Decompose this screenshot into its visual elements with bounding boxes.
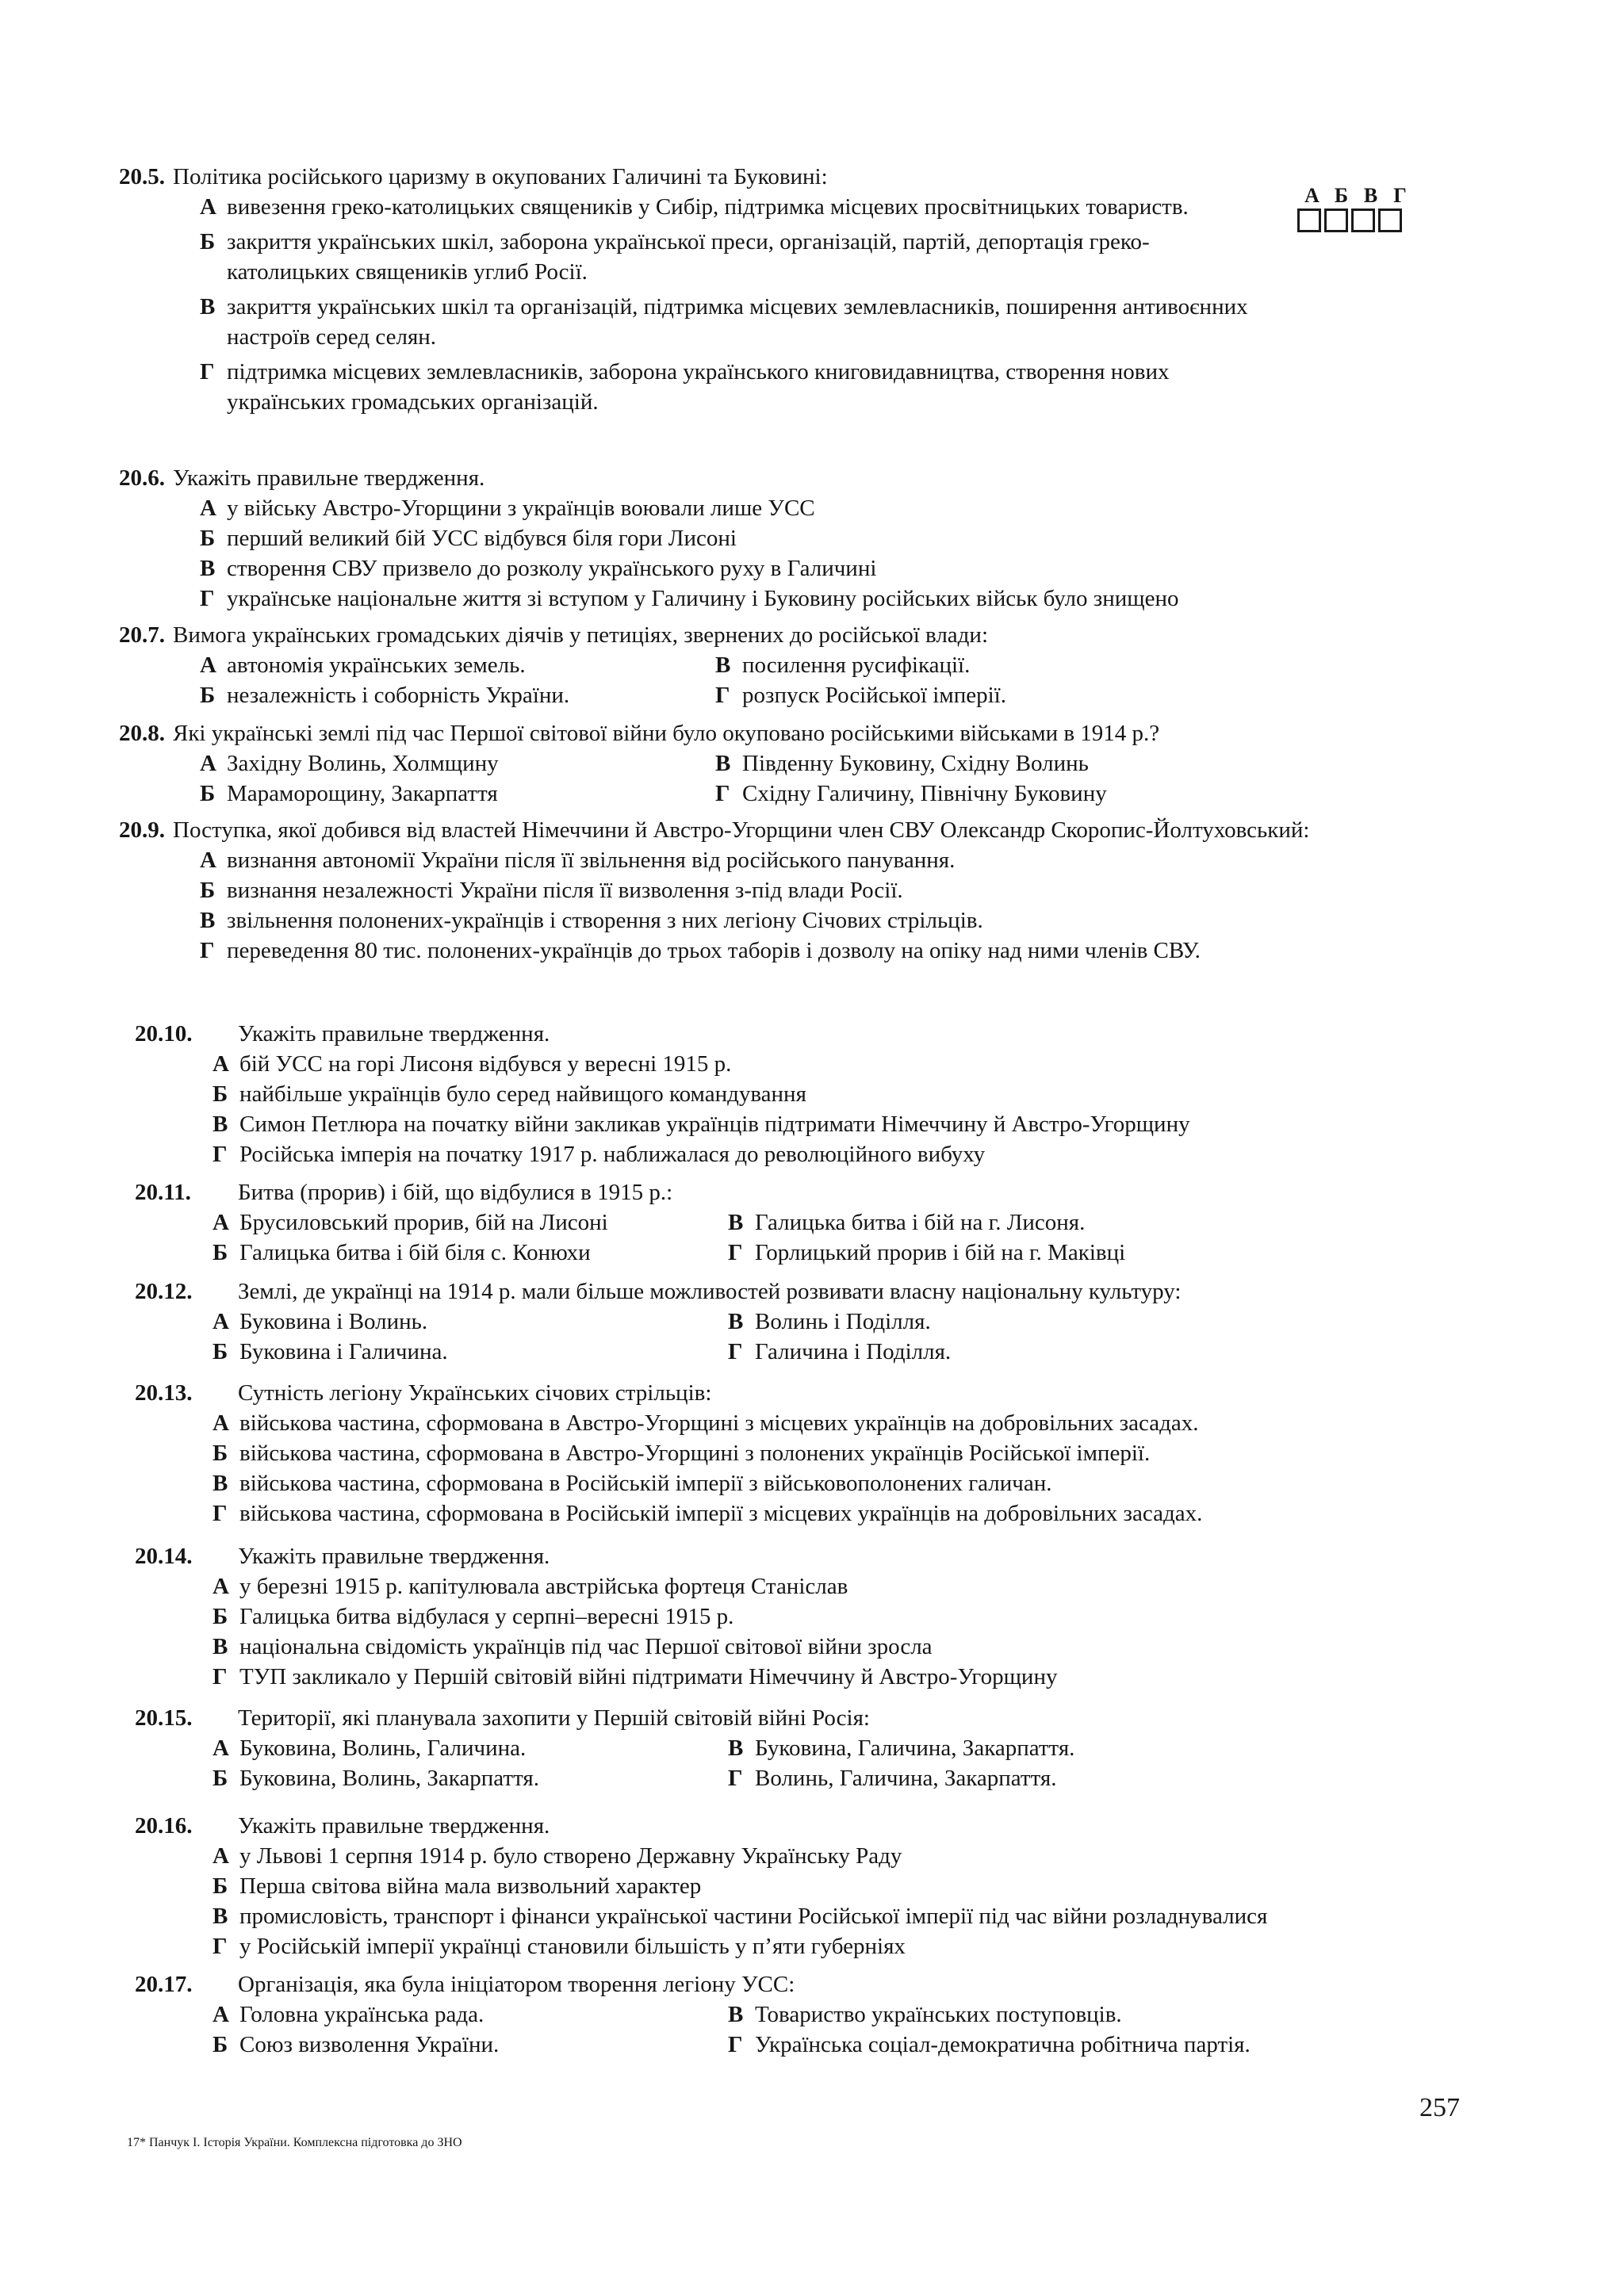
option-text: військова частина, сформована в Австро-Угорщині з місцевих українців на добровільних засадах. [239, 1410, 1199, 1436]
answer-key-letter: В [1363, 184, 1378, 207]
page-number: 257 [1419, 2093, 1460, 2122]
question-20-6 [119, 463, 1467, 614]
answer-option [200, 748, 715, 779]
option-text: у березні 1915 р. капітулювала австрійська фортеця Станіслав [239, 1574, 848, 1599]
option-letter: Б [213, 1604, 228, 1629]
question-text: Укажіть правильне твердження. [238, 1813, 550, 1839]
option-text: Буковина і Волинь. [239, 1309, 428, 1334]
option-text: посилення русифікації. [742, 652, 971, 678]
option-text: Галицька битва і бій на г. Лисоня. [755, 1210, 1086, 1235]
option-text: у Російській імперії українці становили більшість у п’яти губерніях [239, 1934, 906, 1959]
option-letter: В [715, 652, 731, 678]
answer-option [213, 1079, 1467, 1109]
answer-key-letter: Б [1334, 184, 1349, 207]
answer-option [728, 1207, 1331, 1238]
option-text: Східну Галичину, Північну Буковину [742, 781, 1107, 806]
question-text: Території, які планувала захопити у Першій світовій війні Росія: [238, 1705, 870, 1731]
answer-option [213, 1662, 1467, 1692]
answer-option [213, 1931, 1467, 1961]
option-letter: Г [715, 781, 730, 806]
answer-option [213, 1901, 1467, 1931]
option-letter: А [200, 194, 216, 220]
answer-option [213, 1307, 728, 1337]
option-text: Перша світова війна мала визвольний характер [239, 1873, 702, 1899]
answer-option [213, 1571, 1467, 1601]
answer-option [213, 1468, 1467, 1498]
option-letter: Г [213, 1142, 228, 1167]
option-letter: В [200, 556, 216, 581]
option-letter: Б [200, 526, 216, 551]
answer-option [728, 1999, 1331, 2030]
answer-option [200, 523, 1467, 553]
option-text: Волинь і Поділля. [755, 1309, 931, 1334]
answer-option [213, 1763, 728, 1793]
question-number: 20.13. [135, 1380, 193, 1406]
question-20-11 [119, 1177, 1467, 1268]
answer-option [213, 2030, 728, 2060]
option-text: Українська соціал-демократична робітнича партія. [755, 2032, 1251, 2057]
option-text: закриття українських шкіл, заборона української преси, організацій, партій, депортація греко-католицьких священиків углиб Росії. [227, 229, 1150, 285]
option-letter: А [200, 652, 216, 678]
answer-option [200, 357, 1254, 417]
option-text: Буковина і Галичина. [239, 1339, 448, 1364]
answer-option [728, 1307, 1331, 1337]
question-text: Які українські землі під час Першої світової війни було окуповано російськими військами в 1914 р.? [173, 721, 1160, 746]
option-letter: А [213, 1210, 229, 1235]
option-letter: В [200, 294, 216, 320]
answer-option [200, 650, 715, 680]
option-letter: Г [728, 1240, 743, 1265]
answer-option [213, 1408, 1467, 1438]
answer-option [728, 1238, 1331, 1268]
page-footer: 17* Панчук І. Історія України. Комплексна підготовка до ЗНО [127, 2136, 462, 2149]
option-text: звільнення полонених-українців і створення з них легіону Січових стрільців. [227, 908, 983, 933]
answer-option [213, 1733, 728, 1763]
option-letter: А [213, 1735, 229, 1761]
question-20-10 [119, 1019, 1467, 1169]
answer-key-letter: Г [1393, 184, 1407, 207]
question-text: Землі, де українці на 1914 р. мали більше можливостей розвивати власну національну культуру: [238, 1279, 1182, 1304]
question-20-17 [119, 1969, 1467, 2060]
option-letter: В [728, 2002, 744, 2027]
question-text: Політика російського царизму в окупованих Галичині та Буковині: [173, 164, 828, 189]
option-letter: Г [715, 683, 730, 708]
option-text: Союз визволення України. [239, 2032, 500, 2057]
option-text: Мараморощину, Закарпаття [227, 781, 498, 806]
answer-option [213, 1498, 1467, 1529]
question-number: 20.6. [119, 465, 165, 491]
question-number: 20.5. [119, 164, 165, 189]
option-letter: В [213, 1634, 228, 1659]
option-letter: Б [213, 2032, 228, 2057]
option-text: Симон Петлюра на початку війни закликав українців підтримати Німеччину й Австро-Угорщину [239, 1112, 1190, 1137]
answer-option [728, 2030, 1331, 2060]
option-text: Волинь, Галичина, Закарпаття. [755, 1766, 1057, 1791]
option-letter: В [728, 1309, 744, 1334]
option-text: військова частина, сформована в Російській імперії з місцевих українців на добровільних засадах. [239, 1501, 1203, 1526]
option-letter: Б [213, 1766, 228, 1791]
option-text: Головна українська рада. [239, 2002, 485, 2027]
option-text: Галицька битва відбулася у серпні–вересні 1915 р. [239, 1604, 734, 1629]
answer-option [213, 1999, 728, 2030]
option-text: Брусиловський прорив, бій на Лисоні [239, 1210, 608, 1235]
option-letter: В [715, 751, 731, 776]
option-letter: В [728, 1210, 744, 1235]
option-text: Буковина, Волинь, Закарпаття. [239, 1766, 539, 1791]
option-letter: Б [213, 1081, 228, 1107]
option-letter: Б [213, 1240, 228, 1265]
option-letter: В [213, 1112, 228, 1137]
question-text: Укажіть правильне твердження. [173, 465, 485, 491]
option-letter: В [200, 908, 216, 933]
answer-option [200, 292, 1254, 352]
option-text: вивезення греко-католицьких священиків у Сибір, підтримка місцевих просвітницьких товариств. [227, 194, 1189, 220]
option-letter: А [213, 1574, 229, 1599]
question-number: 20.12. [135, 1279, 193, 1304]
option-letter: А [213, 2002, 229, 2027]
option-letter: В [728, 1735, 744, 1761]
answer-key-letter: А [1304, 184, 1320, 207]
answer-option [213, 1601, 1467, 1632]
option-letter: Г [728, 1339, 743, 1364]
option-letter: Г [213, 1501, 228, 1526]
option-text: створення СВУ призвело до розколу українського руху в Галичині [227, 556, 877, 581]
answer-option [715, 680, 1318, 710]
option-letter: Г [728, 1766, 743, 1791]
option-letter: А [213, 1309, 229, 1334]
option-letter: Б [200, 878, 216, 903]
answer-option [200, 227, 1254, 287]
option-text: Російська імперія на початку 1917 р. наближалася до революційного вибуху [239, 1142, 986, 1167]
question-20-12 [119, 1276, 1467, 1367]
option-letter: А [213, 1051, 229, 1077]
answer-option [213, 1238, 728, 1268]
option-text: у війську Австро-Угорщини з українців воювали лише УСС [227, 496, 815, 521]
answer-option [200, 875, 1467, 905]
answer-option [200, 680, 715, 710]
answer-option [200, 493, 1467, 523]
option-letter: А [213, 1843, 229, 1869]
answer-option [213, 1109, 1467, 1139]
option-letter: Г [213, 1934, 228, 1959]
question-number: 20.8. [119, 721, 165, 746]
option-letter: Б [213, 1339, 228, 1364]
option-text: найбільше українців було серед найвищого командування [239, 1081, 806, 1107]
option-letter: В [213, 1904, 228, 1929]
answer-option [213, 1871, 1467, 1901]
option-text: промисловість, транспорт і фінанси української частини Російської імперії під час війни розладнувалися [239, 1904, 1268, 1929]
option-text: Галицька битва і бій біля с. Конюхи [239, 1240, 591, 1265]
question-number: 20.7. [119, 622, 165, 648]
option-text: національна свідомість українців під час Першої світової війни зросла [239, 1634, 933, 1659]
question-number: 20.15. [135, 1705, 193, 1731]
question-20-7 [119, 620, 1467, 710]
option-text: військова частина, сформована в Російській імперії з військовополонених галичан. [239, 1471, 1052, 1496]
option-text: незалежність і соборність України. [227, 683, 570, 708]
option-letter: А [200, 848, 216, 873]
option-text: переведення 80 тис. полонених-українців до трьох таборів і дозволу на опіку над ними членів СВУ. [227, 938, 1201, 963]
question-number: 20.10. [135, 1021, 193, 1047]
option-text: Горлицький прорив і бій на г. Маківці [755, 1240, 1126, 1265]
option-text: перший великий бій УСС відбувся біля гори Лисоні [227, 526, 737, 551]
question-text: Поступка, якої добився від властей Німеччини й Австро-Угорщини член СВУ Олександр Скоропис-Йолтуховський: [173, 817, 1310, 843]
answer-option [728, 1733, 1331, 1763]
answer-option [213, 1632, 1467, 1662]
question-20-8 [119, 718, 1467, 809]
option-letter: Б [213, 1873, 228, 1899]
answer-option [200, 584, 1467, 614]
question-20-9 [119, 815, 1467, 966]
answer-option [200, 936, 1467, 966]
question-number: 20.16. [135, 1813, 193, 1839]
answer-option [715, 650, 1318, 680]
option-text: військова частина, сформована в Австро-Угорщині з полонених українців Російської імперії. [239, 1441, 1151, 1466]
answer-option [715, 779, 1318, 809]
option-letter: Б [200, 683, 216, 708]
answer-option [715, 748, 1318, 779]
option-letter: Б [200, 781, 216, 806]
question-text: Організація, яка була ініціатором творення легіону УСС: [238, 1972, 795, 1997]
answer-option [728, 1337, 1331, 1367]
option-text: розпуск Російської імперії. [742, 683, 1006, 708]
answer-option [213, 1337, 728, 1367]
option-letter: Г [728, 2032, 743, 2057]
question-text: Битва (прорив) і бій, що відбулися в 1915 р.: [238, 1180, 673, 1205]
answer-option [213, 1139, 1467, 1169]
option-text: визнання незалежності України після її визволення з-під влади Росії. [227, 878, 903, 903]
option-letter: А [200, 496, 216, 521]
option-text: Буковина, Галичина, Закарпаття. [755, 1735, 1075, 1761]
answer-option [200, 905, 1467, 936]
answer-option [213, 1049, 1467, 1079]
option-text: Товариство українських поступовців. [755, 2002, 1122, 2027]
question-text: Укажіть правильне твердження. [238, 1021, 550, 1047]
answer-option [200, 192, 1254, 222]
option-text: визнання автономії України після її звільнення від російського панування. [227, 848, 956, 873]
answer-option [213, 1841, 1467, 1871]
option-letter: В [213, 1471, 228, 1496]
option-letter: Г [200, 586, 215, 611]
question-20-5 [119, 162, 1467, 417]
option-letter: Г [213, 1664, 228, 1689]
option-text: ТУП закликало у Першій світовій війні підтримати Німеччину й Австро-Угорщину [239, 1664, 1058, 1689]
option-text: підтримка місцевих землевласників, заборона українського книговидавництва, створення нових українських громадських організацій. [227, 359, 1170, 415]
option-letter: Г [200, 359, 215, 385]
option-text: українське національне життя зі вступом у Галичину і Буковину російських військ було знищено [227, 586, 1179, 611]
option-letter: Г [200, 938, 215, 963]
option-letter: А [200, 751, 216, 776]
question-number: 20.9. [119, 817, 165, 843]
question-number: 20.14. [135, 1544, 193, 1569]
answer-option [200, 845, 1467, 875]
option-letter: А [213, 1410, 229, 1436]
option-letter: Б [200, 229, 216, 254]
question-20-13 [119, 1378, 1467, 1529]
question-20-15 [119, 1703, 1467, 1793]
option-text: Буковина, Волинь, Галичина. [239, 1735, 527, 1761]
option-text: Галичина і Поділля. [755, 1339, 952, 1364]
option-text: Західну Волинь, Холмщину [227, 751, 499, 776]
answer-option [213, 1438, 1467, 1468]
option-text: закриття українських шкіл та організацій, підтримка місцевих землевласників, поширення антивоєнних настроїв серед селян. [227, 294, 1248, 350]
option-letter: Б [213, 1441, 228, 1466]
question-text: Вимога українських громадських діячів у петиціях, звернених до російської влади: [173, 622, 988, 648]
answer-option [200, 779, 715, 809]
option-text: бій УСС на горі Лисоня відбувся у вересні 1915 р. [239, 1051, 732, 1077]
question-20-16 [119, 1811, 1467, 1961]
question-text: Сутність легіону Українських січових стрільців: [238, 1380, 712, 1406]
option-text: автономія українських земель. [227, 652, 526, 678]
option-text: Південну Буковину, Східну Волинь [742, 751, 1089, 776]
answer-option [728, 1763, 1331, 1793]
answer-option [200, 553, 1467, 584]
option-text: у Львові 1 серпня 1914 р. було створено Державну Українську Раду [239, 1843, 902, 1869]
answer-option [213, 1207, 728, 1238]
question-20-14 [119, 1541, 1467, 1692]
question-number: 20.11. [135, 1180, 191, 1205]
question-text: Укажіть правильне твердження. [238, 1544, 550, 1569]
question-number: 20.17. [135, 1972, 193, 1997]
